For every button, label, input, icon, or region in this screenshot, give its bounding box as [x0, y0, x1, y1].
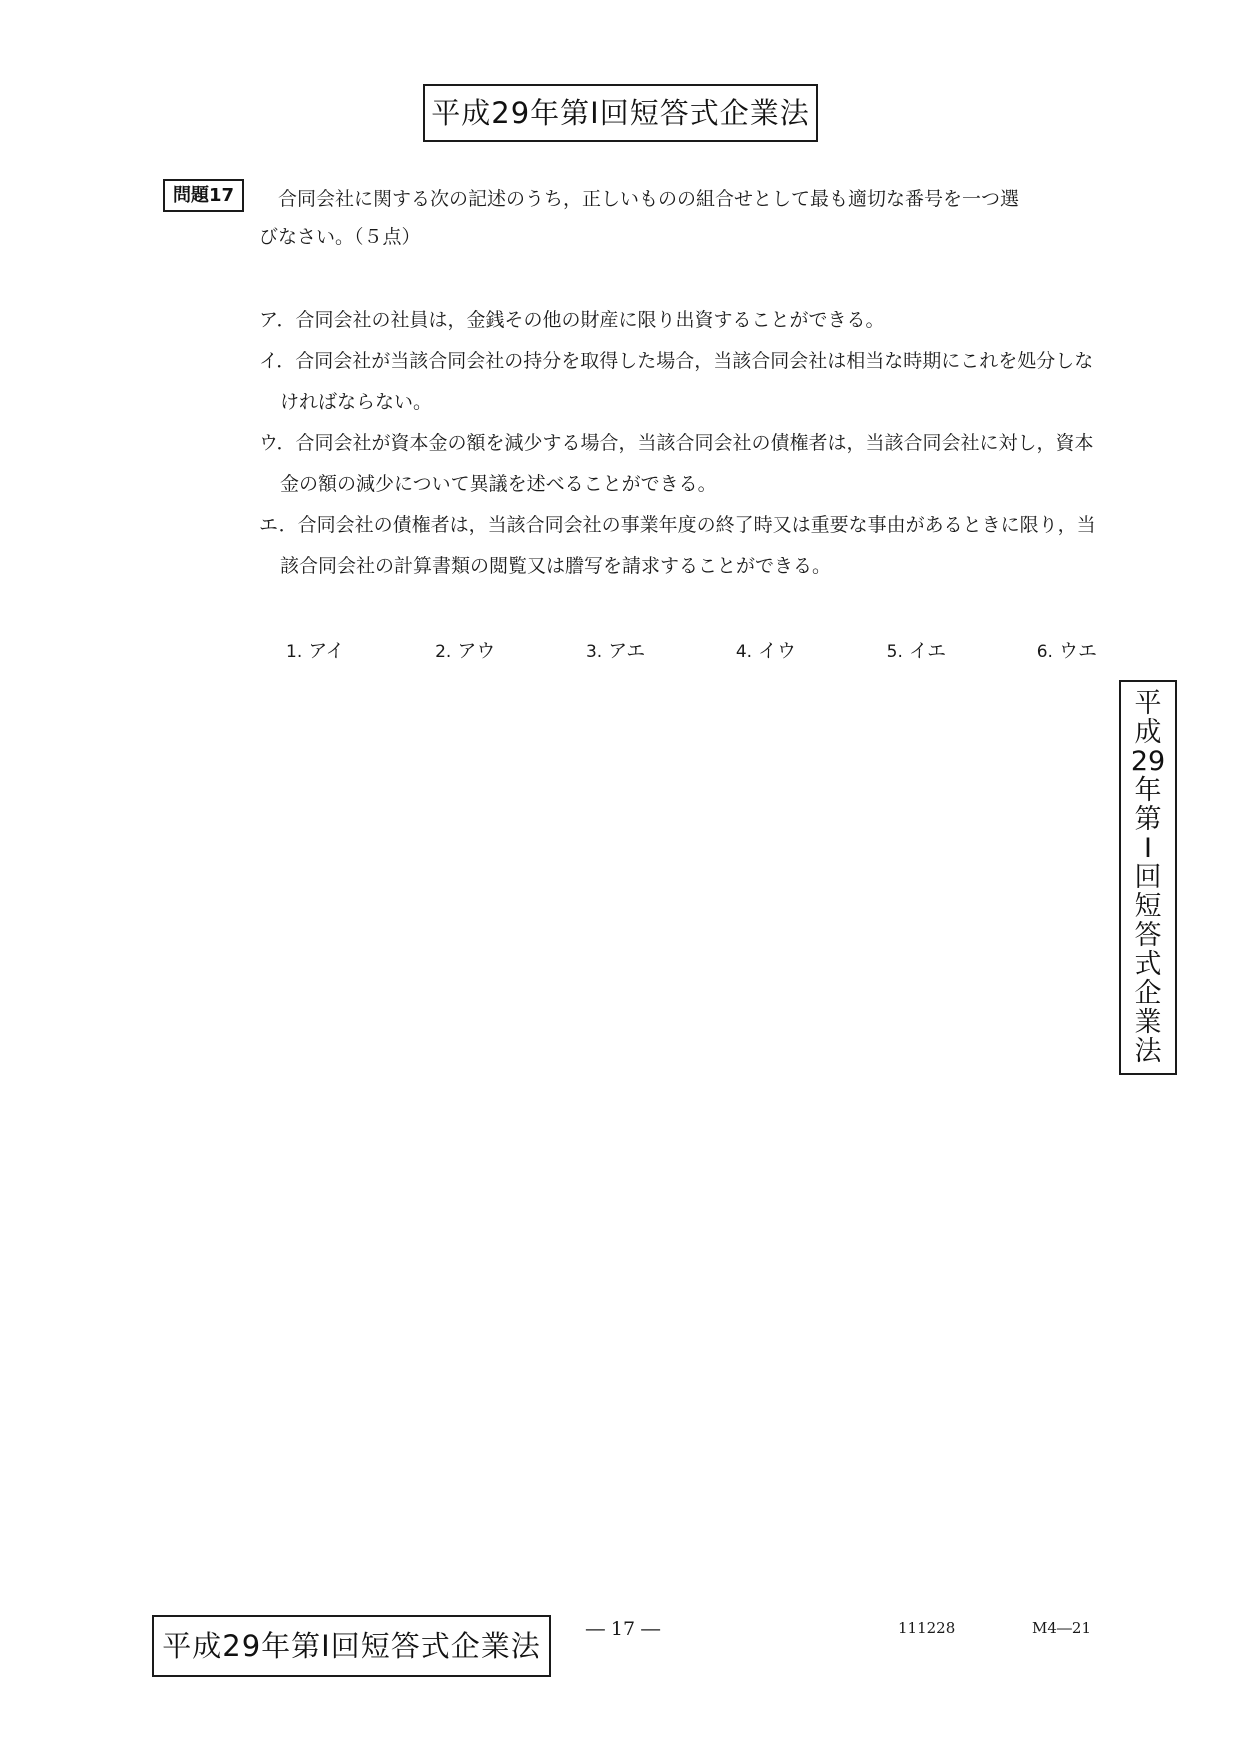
side-tab-char: 年: [1134, 775, 1162, 806]
side-tab-title: [1119, 680, 1177, 1075]
answer-options: [286, 631, 1097, 671]
statement-u: ウ．合同会社が資本金の額を減少する場合，当該合同会社の債権者は，当該合同会社に対し，資本金の額の減少について異議を述べることができる。: [259, 432, 1094, 495]
option-number: 1.: [286, 642, 303, 662]
option-text: イウ: [758, 640, 797, 662]
option-text: アエ: [608, 640, 646, 662]
option-number: 2.: [435, 642, 452, 662]
statement-list: [259, 300, 1097, 587]
option-number: 5.: [886, 642, 903, 662]
question-stem-line-1: 合同会社に関する次の記述のうち，正しいものの組合せとして最も適切な番号を一つ選: [278, 188, 1020, 210]
side-tab-char: 29: [1130, 746, 1166, 777]
answer-option-2: [435, 631, 495, 671]
option-number: 6.: [1036, 642, 1053, 662]
answer-option-1: [286, 631, 345, 671]
side-tab-char: 成: [1134, 717, 1162, 748]
option-text: ウエ: [1058, 640, 1097, 662]
statement-a: ア．合同会社の社員は，金銭その他の財産に限り出資することができる。: [259, 309, 885, 331]
side-tab-char: 企: [1134, 978, 1162, 1009]
statement-i: イ．合同会社が当該合同会社の持分を取得した場合，当該合同会社は相当な時期にこれを処分しなければならない。: [259, 350, 1094, 413]
document-code: 111228: [898, 1619, 956, 1637]
page-title: 平成29年第Ⅰ回短答式企業法: [423, 84, 818, 142]
answer-option-6: [1037, 631, 1097, 671]
option-text: イエ: [908, 640, 947, 662]
section-code: M4―21: [1032, 1619, 1091, 1637]
side-tab-char: 式: [1134, 949, 1162, 980]
option-text: アウ: [457, 640, 496, 662]
page-number: ― 17 ―: [585, 1618, 661, 1640]
side-tab-char: 法: [1134, 1036, 1162, 1067]
side-tab-char: Ⅰ: [1144, 833, 1152, 864]
side-tab-char: 短: [1134, 891, 1162, 922]
option-number: 4.: [735, 642, 753, 662]
question-stem: [259, 180, 1097, 256]
footer-title: 平成29年第Ⅰ回短答式企業法: [152, 1615, 551, 1677]
side-tab-char: 第: [1134, 804, 1162, 835]
answer-option-3: [586, 631, 645, 671]
side-tab-char: 回: [1134, 862, 1162, 893]
side-tab-char: 業: [1134, 1007, 1162, 1038]
statement-e: エ．合同会社の債権者は，当該合同会社の事業年度の終了時又は重要な事由があるときに限り，当該合同会社の計算書類の閲覧又は謄写を請求することができる。: [259, 514, 1096, 577]
side-tab-char: 答: [1134, 920, 1162, 951]
answer-option-4: [736, 631, 796, 671]
answer-option-5: [887, 631, 946, 671]
option-text: アイ: [308, 640, 345, 662]
side-tab-char: 平: [1134, 688, 1162, 719]
question-stem-line-2: びなさい。（５点）: [259, 226, 421, 248]
question-label: 問題17: [163, 179, 244, 212]
option-number: 3.: [585, 642, 603, 662]
